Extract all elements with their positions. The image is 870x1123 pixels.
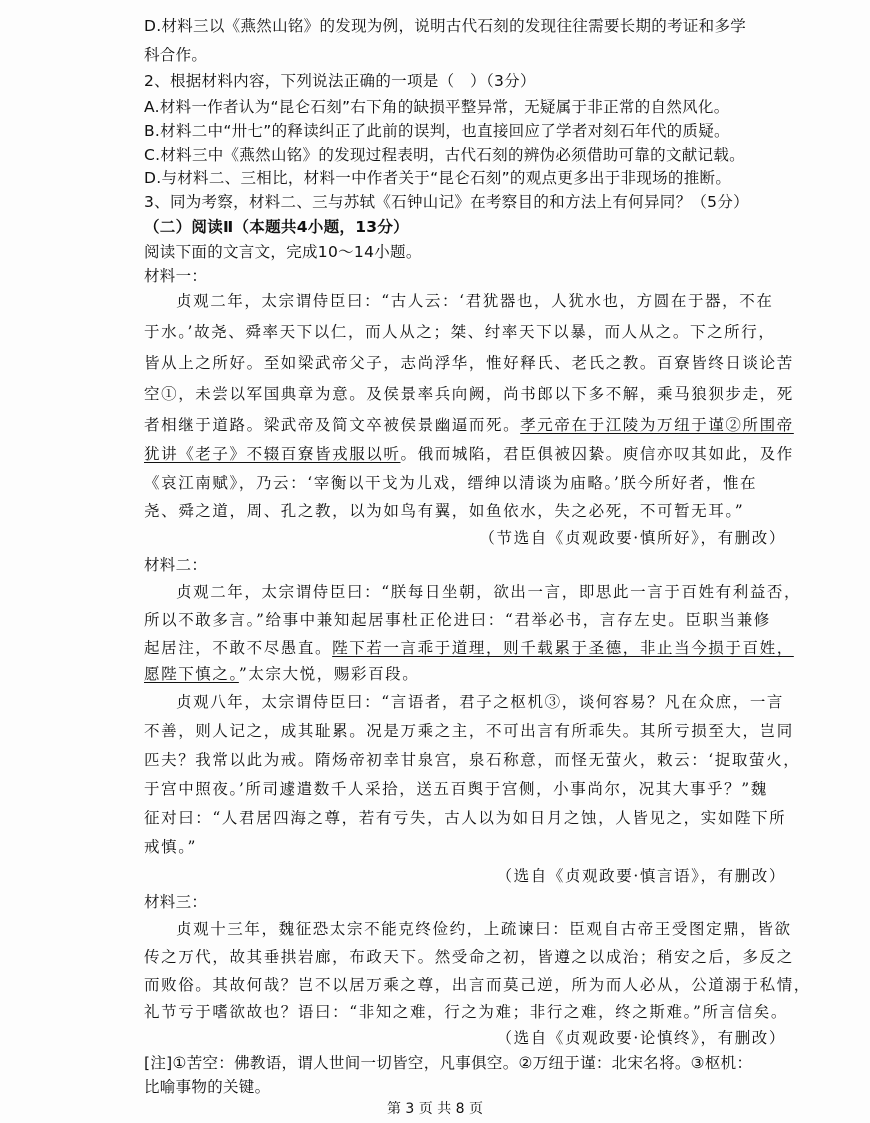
material2-line (144, 662, 794, 684)
material1-source: （节选自《贞观政要·慎所好》，有删改） (479, 529, 786, 547)
material1-line: 尧、舜之道，周、孔之教，以为如鸟有翼，如鱼依水，失之必死，不可暂无耳。” (144, 502, 745, 520)
material2-source: （选自《贞观政要·慎言语》，有删改） (496, 867, 786, 885)
material3-line: 传之万代，故其垂拱岩廊，布政天下。然受命之初，皆遵之以成治；稍安之后，多反之 (144, 948, 794, 966)
material2-line: 征对曰：“人君居四海之尊，若有亏失，古人以为如日月之蚀，人皆见之，实如陛下所 (144, 809, 787, 827)
material1-line (144, 413, 794, 435)
material1-label: 材料一： (144, 267, 208, 285)
material2-line: 贞观二年，太宗谓侍臣曰：“朕每日坐朝，欲出一言，即思此一言于百姓有利益否， (176, 583, 802, 601)
text-span: 。俄而城陷，君臣俱被囚絷。庾信亦叹其如此，及作 (400, 445, 794, 463)
footnote-line: 比喻事物的关键。 (144, 1078, 271, 1096)
footnote-line: [注]①苦空：佛教语，谓人世间一切皆空，凡事俱空。②万纽于谨：北宋名将。③枢机： (144, 1054, 753, 1072)
material3-label: 材料三： (144, 893, 208, 911)
q2-option-a: A.材料一作者认为“昆仑石刻”右下角的缺损平整异常，无疑属于非正常的自然风化。 (144, 98, 730, 116)
text-span: 者相继于道路。梁武帝及简文卒被侯景幽逼而死。 (144, 416, 521, 434)
underlined-passage: 陛下若一言乖于道理，则千载累于圣德，非止当今损于百姓， (332, 639, 794, 657)
q1-option-d-cont: 科合作。 (144, 46, 208, 64)
q1-option-d: D.材料三以《燕然山铭》的发现为例，说明古代石刻的发现往往需要长期的考证和多学 (144, 17, 747, 35)
q2-stem: 2、根据材料内容，下列说法正确的一项是（ ）（3分） (144, 72, 536, 90)
q3-stem: 3、同为考察，材料二、三与苏轼《石钟山记》在考察目的和方法上有何异同？（5分） (144, 193, 749, 211)
material3-line: 礼节亏于嗜欲故也？语曰：“非知之难，行之为难；非行之难，终之斯难。”所言信矣。 (144, 1003, 789, 1021)
material2-line (144, 636, 794, 658)
q2-option-b: B.材料二中“卅七”的释读纠正了此前的误判，也直接回应了学者对刻石年代的质疑。 (144, 122, 730, 140)
material2-line: 不善，则人记之，成其耻累。况是万乘之主，不可出言有所乖失。其所亏损至大，岂同 (144, 722, 794, 740)
underlined-passage: 孝元帝在于江陵为万纽于谨②所围帝 (520, 416, 794, 434)
material1-line: 皆从上之所好。至如梁武帝父子，志尚浮华，惟好释氏、老氏之教。百寮皆终日谈论苦 (144, 354, 794, 372)
material2-label: 材料二： (144, 556, 208, 574)
material3-line: 而败俗。其故何哉？岂不以居万乘之尊，出言而莫己逆，所为而人必从，公道溺于私情， (144, 976, 811, 994)
q2-option-d: D.与材料二、三相比，材料一中作者关于“昆仑石刻”的观点更多出于非现场的推断。 (144, 169, 732, 187)
material2-line: 戒慎。” (144, 838, 198, 856)
material3-source: （选自《贞观政要·论慎终》，有删改） (496, 1029, 786, 1047)
page-number: 第 3 页 共 8 页 (386, 1101, 484, 1117)
underlined-passage: 愿陛下慎之。 (144, 665, 239, 683)
material1-line: 于水。’故尧、舜率天下以仁，而人从之；桀、纣率天下以暴，而人从之。下之所行， (144, 323, 776, 341)
material2-line: 于宫中照夜。’所司遽遣数千人采拾，送五百舆于宫侧，小事尚尔，况其大事乎？”魏 (144, 780, 768, 798)
text-span: 起居注，不敢不尽愚直。 (144, 639, 333, 657)
text-span: ”太宗大悦，赐彩百段。 (238, 665, 420, 683)
material1-line: 贞观二年，太宗谓侍臣曰：“古人云：‘君犹器也，人犹水也，方圆在于器，不在 (176, 292, 774, 310)
material2-line: 所以不敢多言。”给事中兼知起居事杜正伦进曰：“君举必书，言存左史。臣职当兼修 (144, 611, 771, 629)
q2-option-c: C.材料三中《燕然山铭》的发现过程表明，古代石刻的辨伪必须借助可靠的文献记载。 (144, 146, 745, 164)
material1-line: 空①，未尝以军国典章为意。及侯景率兵向阙，尚书郎以下多不解，乘马狼狈步走，死 (144, 385, 794, 403)
material3-line: 贞观十三年，魏征恐太宗不能克终俭约，上疏谏曰：臣观自古帝王受图定鼎，皆欲 (176, 920, 792, 938)
material2-line: 匹夫？我常以此为戒。隋炀帝初幸甘泉宫，泉石称意，而怪无萤火，敕云：‘捉取萤火， (144, 751, 801, 769)
material2-line: 贞观八年，太宗谓侍臣曰：“言语者，君子之枢机③，谈何容易？凡在众庶，一言 (176, 693, 785, 711)
material1-line (144, 442, 794, 464)
underlined-passage: 犹讲《老子》不辍百寮皆戎服以听 (144, 445, 401, 463)
section-title: （二）阅读Ⅱ（本题共4小题，13分） (144, 218, 409, 236)
section-instruction: 阅读下面的文言文，完成10～14小题。 (144, 243, 422, 261)
material1-line: 《哀江南赋》，乃云：‘宰衡以干戈为儿戏，缙绅以清谈为庙略。’朕今所好者，惟在 (144, 474, 758, 492)
